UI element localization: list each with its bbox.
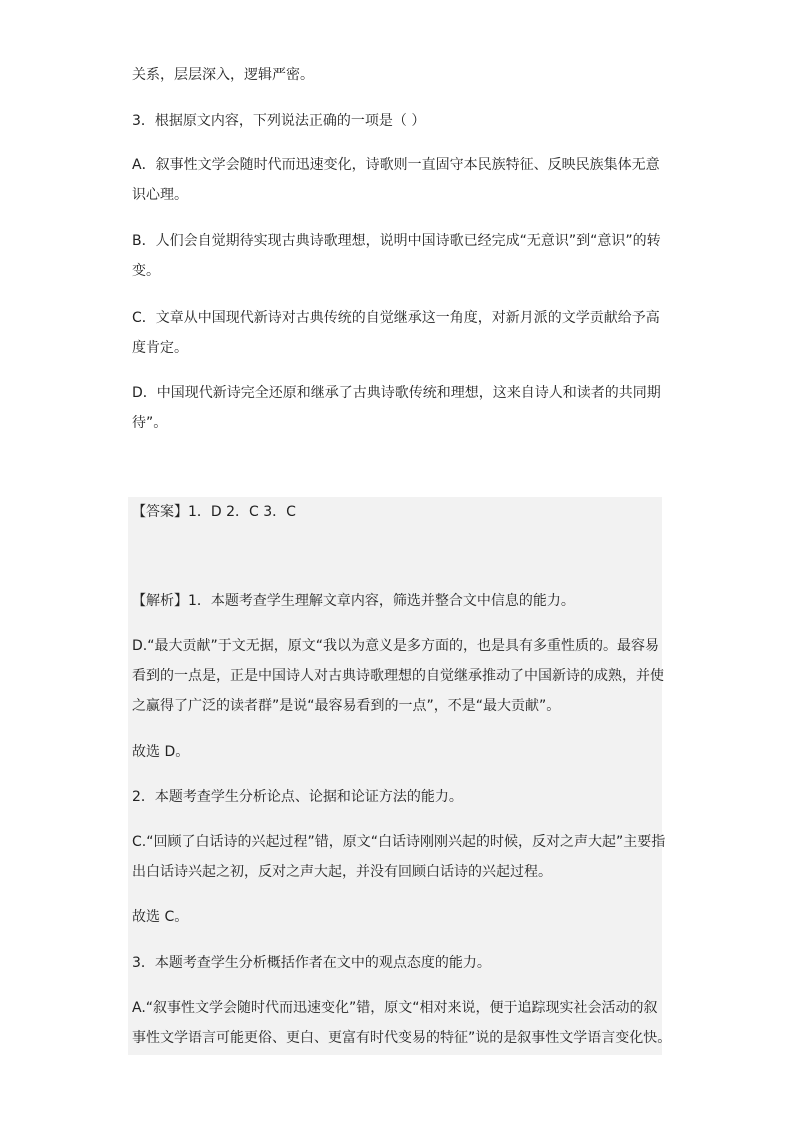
analysis-3-heading: 3．本题考查学生分析概括作者在文中的观点态度的能力。 [132, 955, 491, 971]
analysis-1-line-3: 之赢得了广泛的读者群”是说“最容易看到的一点”，不是“最大贡献”。 [132, 698, 561, 714]
analysis-3-line-2: 事性文学语言可能更俗、更白、更富有时代变易的特征”说的是叙事性文学语言变化快。 [132, 1030, 672, 1046]
option-c-line-2: 度肯定。 [132, 340, 188, 356]
paragraph-continuation: 关系，层层深入，逻辑严密。 [132, 67, 314, 83]
option-b [132, 226, 662, 286]
analysis-2-line-2: 出白话诗兴起之初，反对之声大起，并没有回顾白话诗的兴起过程。 [132, 864, 552, 880]
analysis-2-choice: 故选 C。 [132, 909, 189, 925]
analysis-1-line-2: 看到的一点是，正是中国诗人对古典诗歌理想的自觉继承推动了中国新诗的成熟，并使 [132, 668, 664, 684]
answer-line: 【答案】1．D 2．C 3．C [132, 504, 296, 520]
analysis-1-body [132, 631, 662, 721]
option-c-line-1: C．文章从中国现代新诗对古典传统的自觉继承这一角度，对新月派的文学贡献给予高 [132, 310, 660, 326]
option-d-line-1: D．中国现代新诗完全还原和继承了古典诗歌传统和理想，这来自诗人和读者的共同期 [132, 385, 661, 401]
option-d-line-2: 待”。 [132, 415, 168, 431]
option-d [132, 378, 662, 438]
analysis-3-line-1: A.“叙事性文学会随时代而迅速变化”错，原文“相对来说，便于追踪现实社会活动的叙 [132, 1000, 658, 1016]
analysis-1-line-1: D.“最大贡献”于文无据，原文“我以为意义是多方面的，也是具有多重性质的。最容易 [132, 638, 659, 654]
analysis-2-line-1: C.“回顾了白话诗的兴起过程”错，原文“白话诗刚刚兴起的时候，反对之声大起”主要指 [132, 834, 666, 850]
analysis-1-choice: 故选 D。 [132, 744, 190, 760]
option-b-line-2: 变。 [132, 263, 160, 279]
analysis-2-body [132, 827, 666, 887]
analysis-2-heading: 2．本题考查学生分析论点、论据和论证方法的能力。 [132, 789, 463, 805]
question-3: 3．根据原文内容，下列说法正确的一项是（ ） [132, 113, 426, 129]
option-b-line-1: B．人们会自觉期待实现古典诗歌理想，说明中国诗歌已经完成“无意识”到“意识”的转 [132, 233, 661, 249]
analysis-3-body [132, 993, 672, 1053]
analysis-1-heading: 【解析】1．本题考查学生理解文章内容，筛选并整合文中信息的能力。 [132, 593, 575, 609]
option-a-line-2: 识心理。 [132, 187, 188, 203]
option-a-line-1: A．叙事性文学会随时代而迅速变化，诗歌则一直固守本民族特征、反映民族集体无意 [132, 157, 660, 173]
option-c [132, 303, 662, 363]
option-a [132, 150, 662, 210]
